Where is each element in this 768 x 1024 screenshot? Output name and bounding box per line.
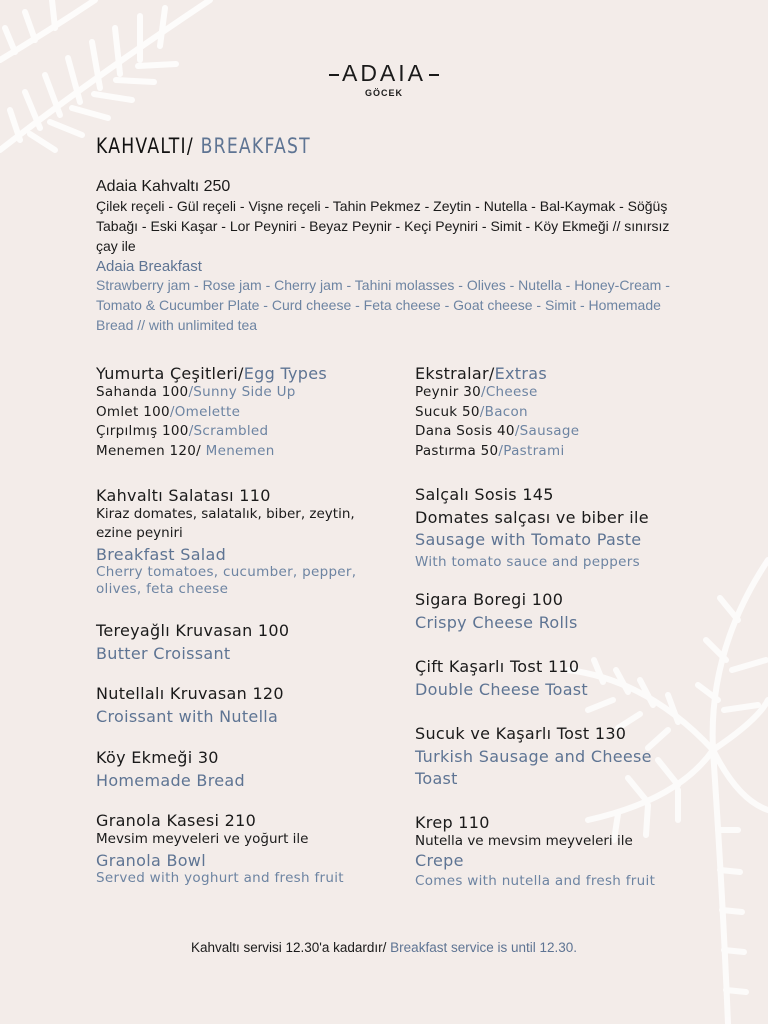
sausage-cheese-toast-item: [415, 723, 690, 791]
item-description: Çilek reçeli - Gül reçeli - Vişne reçeli - Tahin Pekmez - Zeytin - Nutella - Bal-Kaymak - Söğüş Tabağı - Eski Kaşar - Lor Peyniri - Beyaz Peynir - Keçi Peyniri - Simit - Köy Ekmeği // sınırsız çay ile: [96, 198, 670, 254]
menu-row: [415, 403, 715, 423]
item-title: Köy Ekmeği 30: [96, 748, 219, 767]
row-tr: Menemen 120/: [96, 442, 202, 459]
brand-name: ADAIA: [341, 60, 427, 86]
logo-dash-right: [429, 74, 439, 76]
breakfast-salad-item: [96, 486, 386, 598]
heading-tr: KAHVALTI/: [96, 134, 194, 158]
footer-tr: Kahvaltı servisi 12.30'a kadardır/: [190, 940, 387, 955]
row-tr: Pastırma 50: [415, 442, 499, 459]
menu-row: [415, 422, 715, 442]
double-cheese-toast-item: [415, 656, 715, 701]
item-title-en: Butter Croissant: [96, 643, 231, 663]
egg-types-section: [96, 364, 396, 461]
item-description-en: With tomato sauce and peppers: [415, 553, 640, 570]
section-title-tr: Yumurta Çeşitleri/: [96, 364, 244, 383]
item-description: Kiraz domates, salatalık, biber, zeytin, ezine peyniri: [96, 506, 355, 541]
section-title-tr: Ekstralar/: [415, 364, 495, 383]
menu-row: [415, 383, 715, 403]
item-title-en: Crispy Cheese Rolls: [415, 612, 578, 632]
menu-row: [96, 422, 396, 442]
item-title: Sucuk ve Kaşarlı Tost 130: [415, 724, 627, 743]
butter-croissant-item: [96, 620, 396, 665]
item-title: Salçalı Sosis 145: [415, 485, 554, 504]
item-title-en: Turkish Sausage and Cheese Toast: [415, 746, 652, 788]
menu-row: [96, 383, 396, 403]
brand-logo: [0, 60, 768, 98]
item-title: Adaia Kahvaltı 250: [96, 178, 231, 195]
row-en: /Sausage: [514, 423, 580, 439]
footer-en: Breakfast service is until 12.30.: [386, 940, 578, 955]
logo-dash-left: [329, 74, 339, 76]
row-tr: Sahanda 100: [96, 384, 189, 400]
sausage-tomato-paste-item: [415, 484, 705, 572]
menu-row: [96, 403, 396, 423]
section-title-en: Extras: [494, 364, 547, 383]
item-description-en: Cherry tomatoes, cucumber, pepper, olives, feta cheese: [96, 564, 357, 597]
item-title: Granola Kasesi 210: [96, 811, 257, 830]
item-description-en: Served with yoghurt and fresh fruit: [96, 870, 344, 886]
item-title: Kahvaltı Salatası 110: [96, 486, 271, 505]
granola-bowl-item: [96, 811, 396, 887]
row-en: /Pastrami: [498, 442, 565, 459]
item-title: Nutellalı Kruvasan 120: [96, 684, 284, 703]
service-hours-note: [0, 940, 768, 955]
row-en: /Omelette: [169, 403, 241, 420]
section-title-en: Egg Types: [243, 364, 328, 383]
item-title-en: Granola Bowl: [96, 851, 206, 870]
item-title: Krep 110: [415, 813, 490, 832]
item-description: Nutella ve mevsim meyveleri ile: [415, 833, 633, 849]
item-title: Sigara Boregi 100: [415, 590, 564, 609]
item-title-en: Double Cheese Toast: [415, 679, 589, 699]
homemade-bread-item: [96, 747, 396, 792]
section-heading: [96, 134, 311, 158]
item-description: Domates salçası ve biber ile: [415, 507, 649, 527]
item-title-en: Adaia Breakfast: [96, 258, 202, 275]
crepe-item: [415, 813, 715, 892]
item-title-en: Homemade Bread: [96, 770, 245, 790]
item-description-en: Comes with nutella and fresh fruit: [415, 873, 656, 889]
item-title: Çift Kaşarlı Tost 110: [415, 657, 580, 676]
item-description: Mevsim meyveleri ve yoğurt ile: [96, 831, 309, 847]
item-title: Tereyağlı Kruvasan 100: [96, 621, 290, 640]
row-en: /Sunny Side Up: [188, 384, 296, 400]
row-en: Menemen: [201, 442, 275, 459]
row-tr: Sucuk 50: [415, 403, 480, 420]
adaia-breakfast-item: [96, 178, 676, 335]
item-description-en: Strawberry jam - Rose jam - Cherry jam - Tahini molasses - Olives - Nutella - Honey-Cream - Tomato & Cucumber Plate - Curd cheese - Feta cheese - Goat cheese - Simit - Homemade Bread // with unlimited tea: [96, 277, 670, 333]
row-en: /Scrambled: [188, 423, 269, 439]
brand-location: GÖCEK: [364, 88, 403, 98]
row-en: /Cheese: [480, 384, 538, 400]
nutella-croissant-item: [96, 683, 396, 728]
row-tr: Dana Sosis 40: [415, 423, 515, 439]
menu-row: [96, 442, 396, 462]
item-title-en: Crepe: [415, 851, 464, 870]
item-title-en: Croissant with Nutella: [96, 706, 279, 726]
heading-en: BREAKFAST: [193, 134, 311, 158]
row-tr: Peynir 30: [415, 384, 481, 400]
extras-section: [415, 364, 715, 461]
menu-row: [415, 442, 715, 462]
row-en: /Bacon: [479, 403, 528, 420]
item-title-en: Breakfast Salad: [96, 545, 227, 564]
cheese-rolls-item: [415, 589, 715, 634]
row-tr: Omlet 100: [96, 403, 170, 420]
item-title-en: Sausage with Tomato Paste: [415, 530, 642, 549]
row-tr: Çırpılmış 100: [96, 423, 189, 439]
